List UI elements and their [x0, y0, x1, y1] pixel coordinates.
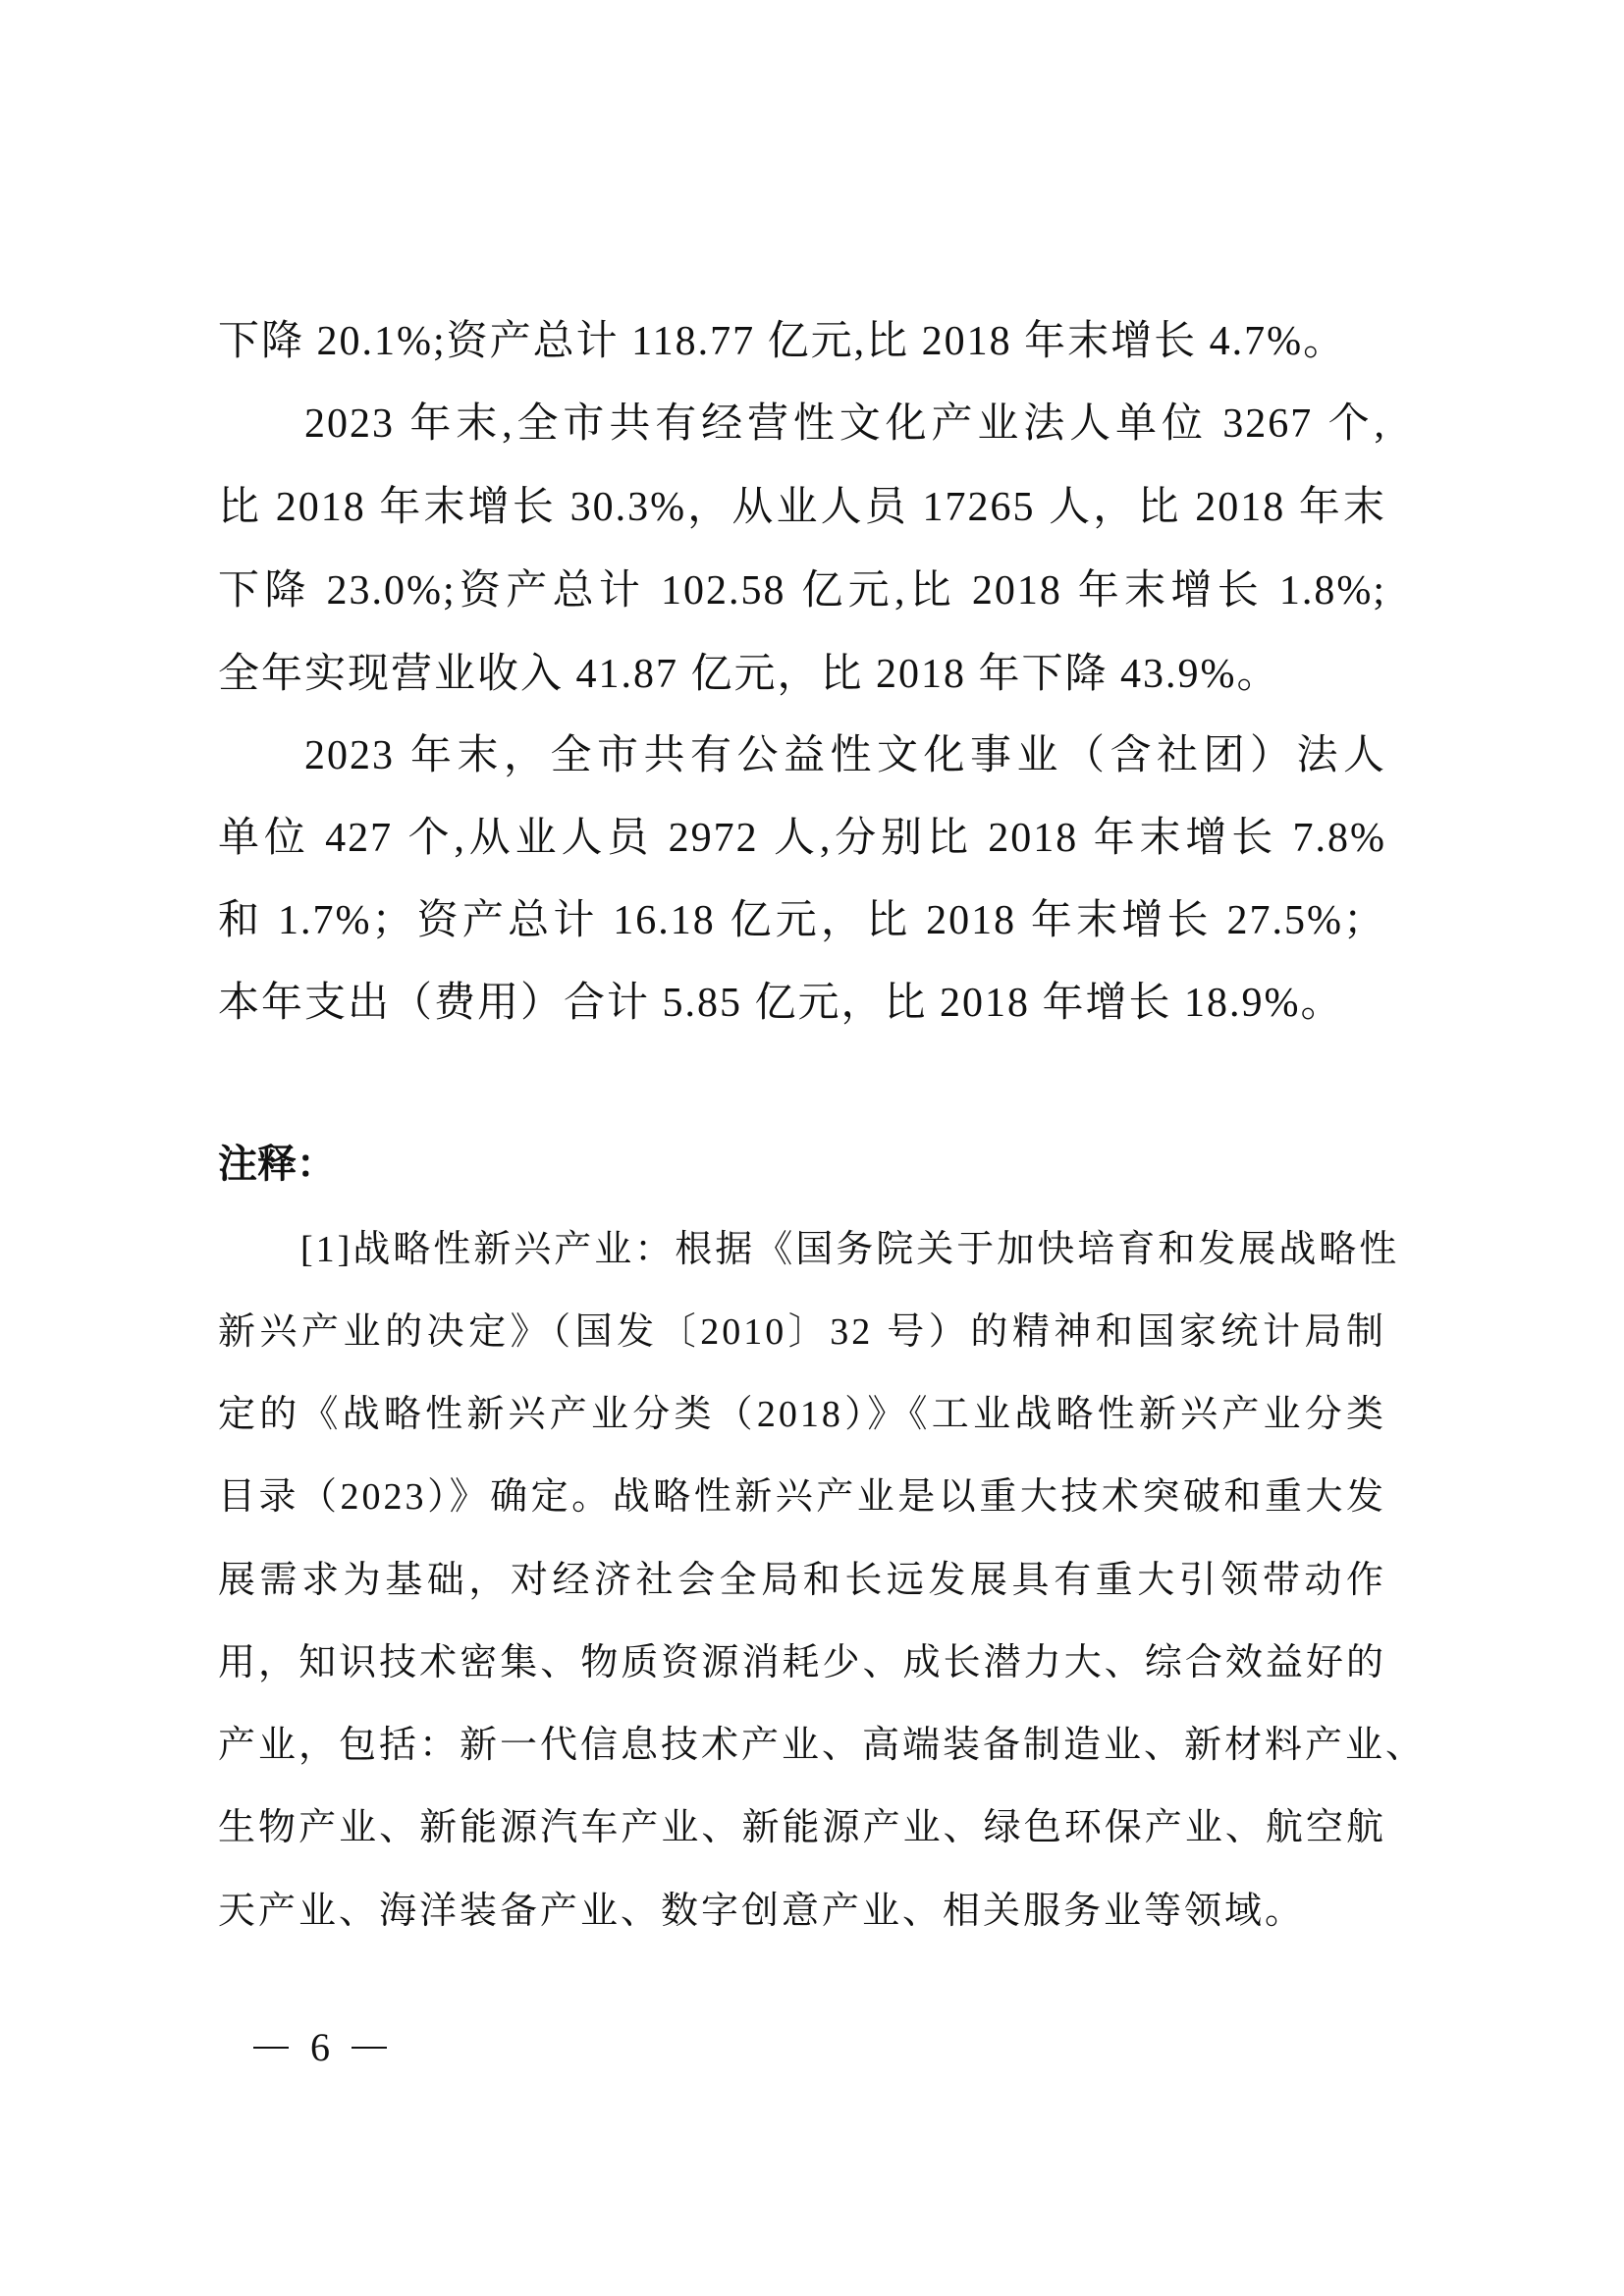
note-line: 用，知识技术密集、物质资源消耗少、成长潜力大、综合效益好的 [218, 1642, 1386, 1683]
note-line: 定的《战略性新兴产业分类（2018）》《工业战略性新兴产业分类 [218, 1394, 1386, 1435]
page-number [253, 2020, 387, 2075]
dash-right-icon [352, 2047, 387, 2049]
dash-left-icon [253, 2047, 289, 2049]
paragraph-line: 本年支出（费用）合计 5.85 亿元，比 2018 年增长 18.9%。 [218, 981, 1344, 1026]
note-line: 新兴产业的决定》（国发〔2010〕32 号）的精神和国家统计局制 [218, 1311, 1386, 1353]
paragraph-line: 比 2018 年末增长 30.3%，从业人员 17265 人，比 2018 年末 [218, 485, 1386, 530]
paragraph-line: 下降 20.1%;资产总计 118.77 亿元,比 2018 年末增长 4.7%。 [218, 319, 1347, 364]
note-line: 展需求为基础，对经济社会全局和长远发展具有重大引领带动作 [218, 1560, 1386, 1601]
paragraph-line: 2023 年末，全市共有公益性文化事业（含社团）法人 [304, 733, 1386, 778]
paragraph-line: 2023 年末,全市共有经营性文化产业法人单位 3267 个, [304, 401, 1386, 447]
paragraph-line: 下降 23.0%;资产总计 102.58 亿元,比 2018 年末增长 1.8%; [218, 568, 1386, 614]
paragraph-line: 和 1.7%；资产总计 16.18 亿元，比 2018 年末增长 27.5%； [218, 898, 1386, 943]
note-line: 生物产业、新能源汽车产业、新能源产业、绿色环保产业、航空航 [218, 1807, 1386, 1848]
note-line: [1]战略性新兴产业：根据《国务院关于加快培育和发展战略性 [300, 1229, 1400, 1270]
note-line: 目录（2023）》确定。战略性新兴产业是以重大技术突破和重大发 [218, 1476, 1386, 1518]
paragraph-line: 单位 427 个,从业人员 2972 人,分别比 2018 年末增长 7.8% [218, 816, 1386, 861]
note-line: 产业，包括：新一代信息技术产业、高端装备制造业、新材料产业、 [218, 1725, 1427, 1766]
paragraph-line: 全年实现营业收入 41.87 亿元，比 2018 年下降 43.9%。 [218, 652, 1280, 697]
notes-heading: 注释： [218, 1142, 336, 1187]
page-number-value: 6 [310, 2025, 330, 2069]
note-line: 天产业、海洋装备产业、数字创意产业、相关服务业等领域。 [218, 1891, 1306, 1932]
